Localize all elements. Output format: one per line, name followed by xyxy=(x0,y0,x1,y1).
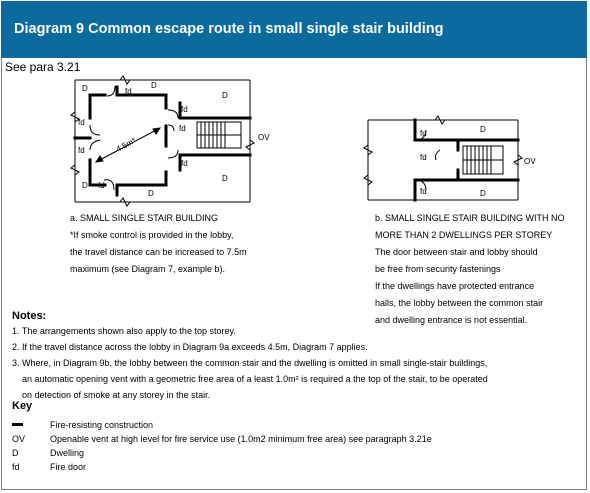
notes-list xyxy=(12,323,488,403)
label-a-fd3: fd xyxy=(78,146,85,155)
caption-b-line: MORE THAN 2 DWELLINGS PER STOREY xyxy=(375,230,553,240)
label-a-d1: D xyxy=(82,84,88,93)
caption-b-line: be free from security fastenings xyxy=(375,264,501,274)
notes-title: Notes: xyxy=(12,310,47,322)
label-a-ov: OV xyxy=(258,133,270,142)
reference-text: See para 3.21 xyxy=(5,60,81,74)
key-symbol: fd xyxy=(12,462,20,472)
label-b-fd2: fd xyxy=(420,153,427,162)
plan-b xyxy=(364,116,522,200)
note-item: on detection of smoke at any storey in the stair. xyxy=(22,390,211,400)
label-b-fd3: fd xyxy=(420,187,427,196)
key-title: Key xyxy=(12,400,33,412)
label-a-fd4: fd xyxy=(98,181,105,190)
page-title: Diagram 9 Common escape route in small single stair building xyxy=(14,21,444,37)
label-a-distance: 4.5m* xyxy=(114,136,138,154)
note-item: 2. If the travel distance across the lobby in Diagram 9a exceeds 4.5m, Diagram 7 applies. xyxy=(12,342,368,352)
caption-a xyxy=(70,210,247,278)
key-symbol: D xyxy=(12,448,19,458)
label-a-d5: D xyxy=(82,181,88,190)
label-a-d4: D xyxy=(222,174,228,183)
key-text: Fire door xyxy=(50,462,87,472)
label-a-d2: D xyxy=(151,81,157,90)
key-text: Openable vent at high level for fire service use (1.0m2 minimum free area) see paragraph 3.21e xyxy=(50,434,432,444)
label-a-fd2: fd xyxy=(78,118,85,127)
label-a-d6: D xyxy=(148,189,154,198)
caption-a-line: a. SMALL SINGLE STAIR BUILDING xyxy=(70,213,219,223)
caption-a-line: maximum (see Diagram 7, example b). xyxy=(70,264,226,274)
label-b-fd1: fd xyxy=(420,129,427,138)
caption-a-line: the travel distance can be increased to 7.5m xyxy=(70,247,247,257)
note-item: 3. Where, in Diagram 9b, the lobby between the common stair and the dwelling is omitted in small single-stair buildings, xyxy=(12,358,488,368)
caption-b xyxy=(375,210,565,329)
caption-b-line: If the dwellings have protected entrance xyxy=(375,281,535,291)
caption-b-line: The door between stair and lobby should xyxy=(375,247,538,257)
caption-b-line: b. SMALL SINGLE STAIR BUILDING WITH NO xyxy=(375,213,565,223)
label-a-d3: D xyxy=(222,91,228,100)
label-a-fd1: fd xyxy=(125,87,132,96)
label-b-ov: OV xyxy=(524,157,536,166)
label-a-fd6: fd xyxy=(179,124,186,133)
label-a-fd7: fd xyxy=(181,159,188,168)
note-item: an automatic opening vent with a geometric free area of a least 1.0m² is required a the top of the stair, to be operated xyxy=(22,374,488,384)
fire-resisting-symbol-icon xyxy=(12,418,26,432)
label-b-d1: D xyxy=(480,125,486,134)
note-item: 1. The arrangements shown also apply to the top storey. xyxy=(12,326,236,336)
caption-b-line: and dwelling entrance is not essential. xyxy=(375,315,528,325)
caption-b-line: halls, the lobby between the common stair xyxy=(375,298,544,308)
label-a-fd5: fd xyxy=(181,105,188,114)
caption-a-line: *If smoke control is provided in the lobby, xyxy=(70,230,234,240)
key-text: Fire-resisting construction xyxy=(50,420,154,430)
key-symbol: OV xyxy=(12,434,26,444)
key-text: Dwelling xyxy=(50,448,85,458)
label-b-d2: D xyxy=(480,189,486,198)
